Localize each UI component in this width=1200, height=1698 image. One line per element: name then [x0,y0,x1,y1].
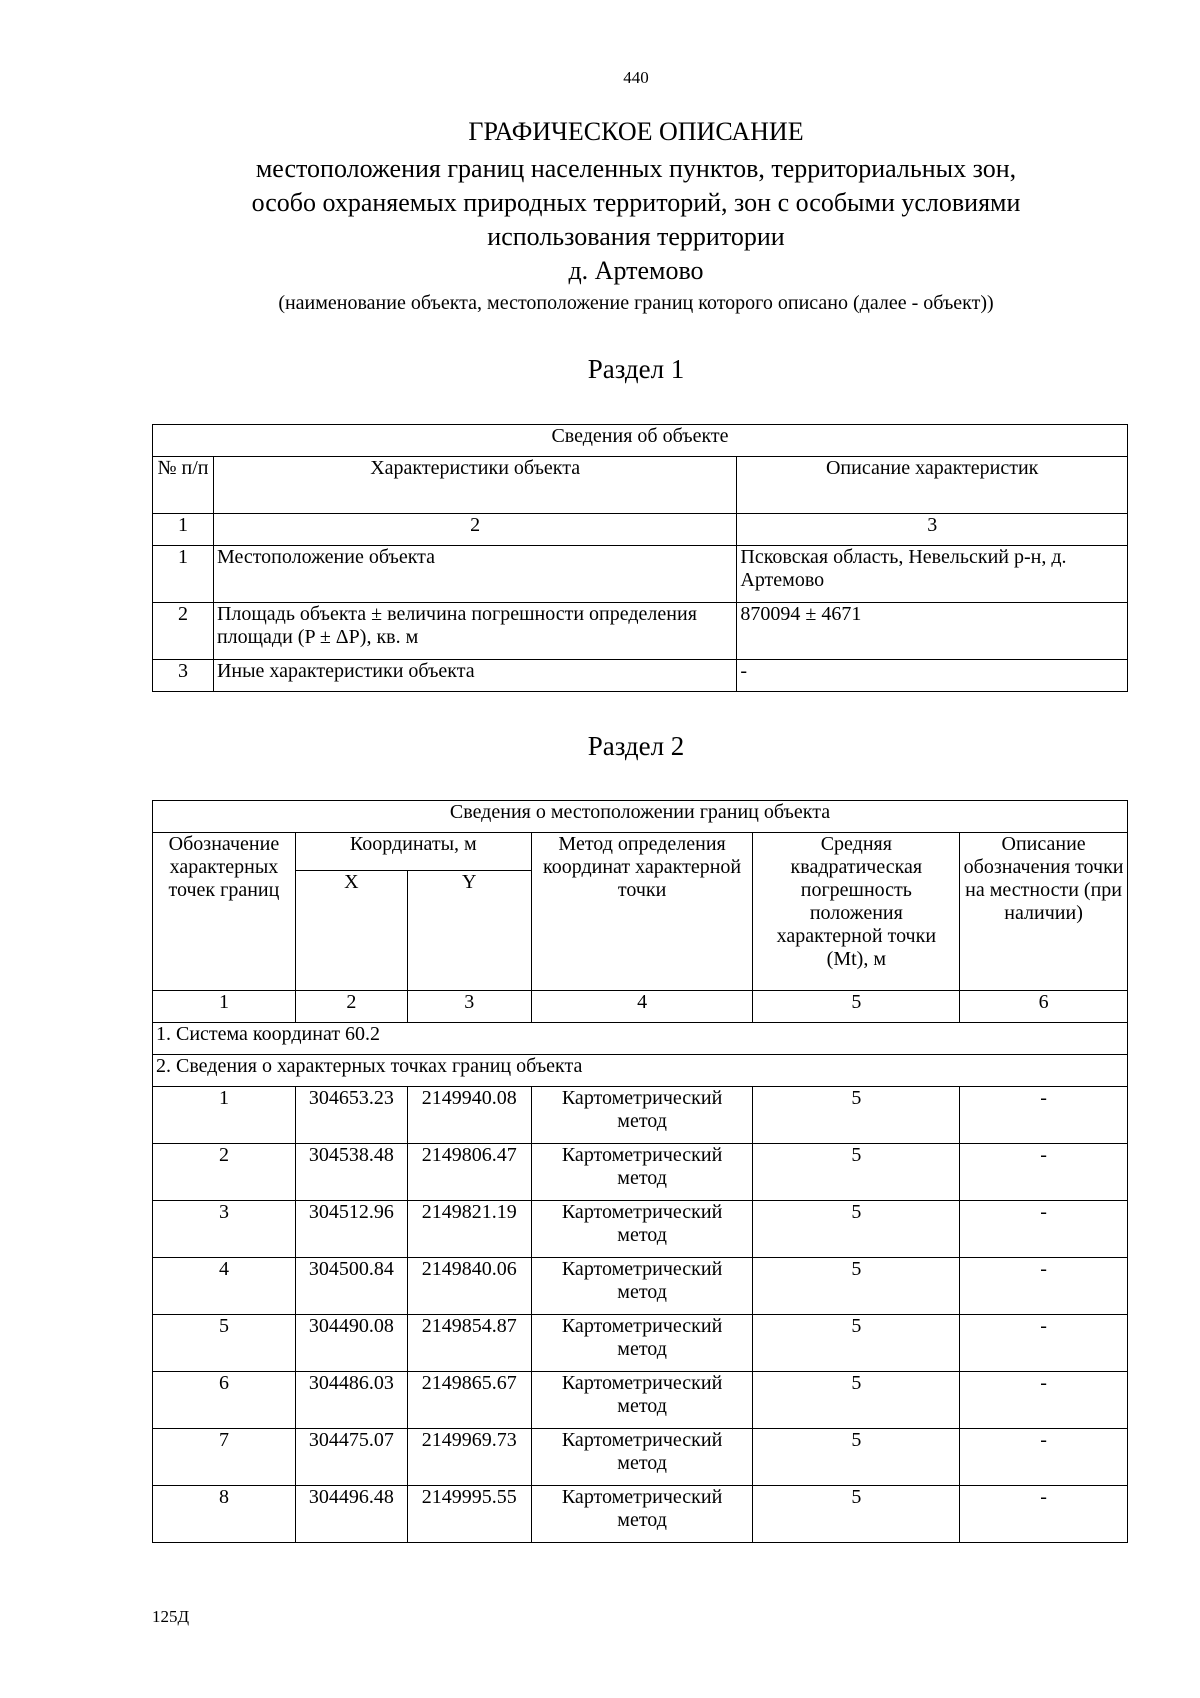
row-value: 870094 ± 4671 [737,603,1128,660]
header-y: Y [407,871,531,991]
row-name: Площадь объекта ± величина погрешности определения площади (P ± ΔP), кв. м [213,603,736,660]
header-method: Метод определения координат характерной точки [531,833,753,991]
table-row [153,660,1128,692]
point-mt: 5 [753,1486,960,1543]
table-row [153,1372,1128,1429]
header-point: Обозначение характерных точек границ [153,833,296,991]
row-name: Иные характеристики объекта [213,660,736,692]
col-number: 1 [153,514,214,546]
object-info-table [152,424,1128,692]
point-mt: 5 [753,1144,960,1201]
object-caption: (наименование объекта, местоположение границ которого описано (далее - объект)) [278,292,994,314]
point-desc: - [960,1201,1128,1258]
page-number: 440 [623,68,649,87]
table-row [153,1486,1128,1543]
point-method: Картометрический метод [531,1087,753,1144]
point-mt: 5 [753,1087,960,1144]
point-x: 304653.23 [295,1087,407,1144]
points-caption: 2. Сведения о характерных точках границ объекта [153,1055,1128,1087]
point-desc: - [960,1429,1128,1486]
point-desc: - [960,1372,1128,1429]
point-number: 2 [153,1144,296,1201]
point-desc: - [960,1144,1128,1201]
point-desc: - [960,1315,1128,1372]
point-number: 3 [153,1201,296,1258]
row-number: 1 [153,546,214,603]
table-row [153,1144,1128,1201]
point-x: 304496.48 [295,1486,407,1543]
col-number: 4 [531,991,753,1023]
row-name: Местоположение объекта [213,546,736,603]
point-desc: - [960,1258,1128,1315]
table-row [153,1258,1128,1315]
point-number: 8 [153,1486,296,1543]
point-method: Картометрический метод [531,1258,753,1315]
table-caption: Сведения об объекте [153,425,1128,457]
table-row [153,1315,1128,1372]
point-y: 2149969.73 [407,1429,531,1486]
point-mt: 5 [753,1429,960,1486]
point-mt: 5 [753,1258,960,1315]
row-value: Псковская область, Невельский р-н, д. Артемово [737,546,1128,603]
coord-system: 1. Система координат 60.2 [153,1023,1128,1055]
table-row [153,546,1128,603]
col-number: 2 [213,514,736,546]
point-x: 304538.48 [295,1144,407,1201]
point-x: 304512.96 [295,1201,407,1258]
object-name: д. Артемово [568,256,704,285]
point-method: Картометрический метод [531,1315,753,1372]
title-line-3: использования территории [487,222,785,251]
col-number: 3 [407,991,531,1023]
point-number: 4 [153,1258,296,1315]
point-desc: - [960,1486,1128,1543]
section2-title: Раздел 2 [587,731,685,761]
point-x: 304490.08 [295,1315,407,1372]
table-row [153,1201,1128,1258]
col-number: 5 [753,991,960,1023]
point-y: 2149865.67 [407,1372,531,1429]
point-number: 5 [153,1315,296,1372]
col-number: 6 [960,991,1128,1023]
point-method: Картометрический метод [531,1201,753,1258]
col-number: 2 [295,991,407,1023]
header-coords: Координаты, м [295,833,531,871]
table-row [153,1429,1128,1486]
point-mt: 5 [753,1372,960,1429]
point-method: Картометрический метод [531,1486,753,1543]
point-y: 2149840.06 [407,1258,531,1315]
col-number: 3 [737,514,1128,546]
point-y: 2149806.47 [407,1144,531,1201]
title-line-2: особо охраняемых природных территорий, зон с особыми условиями [251,188,1021,217]
point-method: Картометрический метод [531,1372,753,1429]
point-mt: 5 [753,1315,960,1372]
footer-code: 125Д [152,1607,190,1626]
point-number: 7 [153,1429,296,1486]
col-number: 1 [153,991,296,1023]
header-desc: Описание обозначения точки на местности (при наличии) [960,833,1128,991]
row-value: - [737,660,1128,692]
boundary-points-table [152,800,1128,1543]
point-y: 2149995.55 [407,1486,531,1543]
point-mt: 5 [753,1201,960,1258]
title-line-1: местоположения границ населенных пунктов, территориальных зон, [255,154,1017,183]
point-x: 304500.84 [295,1258,407,1315]
point-x: 304486.03 [295,1372,407,1429]
point-method: Картометрический метод [531,1144,753,1201]
header-number: № п/п [153,457,214,514]
table-caption: Сведения о местоположении границ объекта [153,801,1128,833]
point-y: 2149854.87 [407,1315,531,1372]
point-desc: - [960,1087,1128,1144]
point-x: 304475.07 [295,1429,407,1486]
table-row [153,603,1128,660]
point-y: 2149940.08 [407,1087,531,1144]
section1-title: Раздел 1 [587,354,685,384]
point-method: Картометрический метод [531,1429,753,1486]
row-number: 3 [153,660,214,692]
header-x: X [295,871,407,991]
document-title: ГРАФИЧЕСКОЕ ОПИСАНИЕ [468,117,804,146]
point-number: 1 [153,1087,296,1144]
table-row [153,1087,1128,1144]
point-number: 6 [153,1372,296,1429]
header-characteristics: Характеристики объекта [213,457,736,514]
point-y: 2149821.19 [407,1201,531,1258]
row-number: 2 [153,603,214,660]
header-error: Средняя квадратическая погрешность положения характерной точки (Mt), м [753,833,960,991]
header-description: Описание характеристик [737,457,1128,514]
